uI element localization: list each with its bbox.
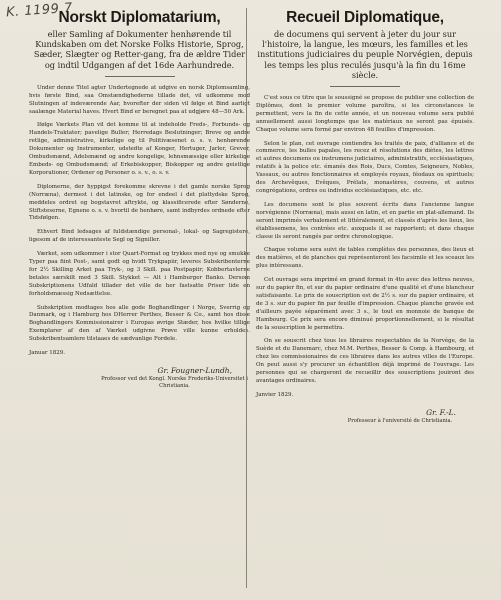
- norwegian-date: Januar 1829.: [29, 350, 65, 357]
- column-divider: [246, 8, 247, 588]
- french-title: Recueil Diplomatique,: [286, 9, 444, 26]
- norwegian-subtitle: eller Samling af Dokumenter henhørende til Kundskaben om det Norske Folks Historie, Sprog, Sæder, Slægter og Retter-gang, fra de ældre Tider og indtil Udgangen af det 16de Aarhundrede.: [33, 29, 246, 70]
- archive-shelf-mark: K. 1199.7: [5, 0, 74, 21]
- french-paragraph-4: Chaque volume sera suivi de tables complètes des personnes, des lieux et des matières, et de planches qui représenteront les facsimile et les sceaux les plus intéressans.: [256, 247, 474, 270]
- french-paragraph-2: Selon le plan, cet ouvrage contiendra les traités de paix, d'alliance et de commerce, les bulles papales, les recez et résolutions des diètes, les lettres et autres documens ou instrumens judiciaires, administratifs, ecclésiastiques, relatifs à la police etc. émanés des Rois, Ducs, Comtes, Seigneurs, Nobles, Vassaux, ou autres fonctionnaires et employés royaux, féodaux ou spirituels; des Archevêques, Evêques, Prélats, monastères, couvens, et autres congrégations, ordres ou individus ecclésiastiques, etc. etc.: [256, 140, 474, 194]
- title-rule: [105, 76, 175, 77]
- norwegian-title: Norskt Diplomatarium,: [58, 9, 221, 26]
- norwegian-paragraph-3: Diplomerne, der hyppigst forekomme skrevne i det gamle norske Sprog (Norræna), dermest i det latinske, og for endeel i det plattydske Sprog, meddeles ordret og bogstavret aftrykte, og klassificerede efter Sønderne, Stiftsteserne, Egnene o. s. v. hvortil de henhøre, samt indbyrdes ordnede efter Tidsfølgen.: [29, 183, 250, 222]
- french-date: Janvier 1829.: [256, 391, 294, 398]
- french-signature: Gr. F.-L.: [426, 407, 456, 417]
- french-paragraph-3: Les documens sont le plus souvent écrits dans l'ancienne langue norvégienne (Norræna), mais aussi en latin, et en partie en plat-allemand. Ils seront imprimés verbalement et littéralement, et classés d'après les lieux, les établissemens, les contrées etc. auxquels il se rapportent; et dans chaque classe ils seront rangés par ordre chronologique.: [256, 201, 474, 240]
- norwegian-column: [29, 8, 250, 390]
- norwegian-paragraph-1: Under denne Titel agter Undertegnede at udgive en norsk Diplomsamling, hvis første Bind, saa Omstændighederne tillade det, vil udkomme mod Slutningen af indeværende Aar, hvorefter der siden vil følge et Bind aarligt saalænge Material haves. Hvert Bind er beregnet paa at udgjøre 48—50 Ark.: [29, 84, 250, 115]
- french-signature-title: Professeur à l'université de Christiania.: [347, 417, 453, 424]
- french-paragraph-5: Cet ouvrage sera imprimé en grand format in 4to avec des lettres neuves, sur du papier fin, et sur du papier ordinaire d'une qualité et d'une blancheur satisfaisante. Le prix de souscription est de 2½ s. sur du papier ordinaire, et de 3 s. sur du papier fin par feuille d'impression. Chaque planche gravée est d'ailleurs payée séparément avec 3 s., le tout en monnoie de banque de Hambourg. Ce prix sera encore diminué proportionnellement, si le résultat de la souscription le permettra.: [256, 277, 474, 331]
- french-paragraph-6: On se souscrit chez tous les libraires respectables de la Norvège, de la Suède et du Danemarc, chez M.M. Perthes, Besser & Comp. à Hambourg, et chez les commissionaires de ces libraires dans les autres villes de l'Europe. On peut aussi s'y procurer un échantillon déjà imprimé de l'ouvrage. Les personnes qui se chargeront de recueillir des souscriptions jouiront des avantages ordinaires.: [256, 338, 474, 385]
- norwegian-paragraph-2: Ifølge Værkets Plan vil det komme til at indeholde Freds-, Forbunds- og Handels-Traktater; pavelige Buller; Herredags Beslutninger; Breve og andre retlige, administrative, kirkelige og til Politivæsenet o. s. v. henhørende Dokumenter og Instrumenter, udstedte af Konger, Hertuger, Jarler, Grever, Ombudsmænd, Adelsmænd og andre kongelige, lehnsmæssige eller kirkelige Embeds- og Ombudsmænd; af Erkebiskopper, Biskopper og andre geistlige Korporationer, Ordener og Personer o. s. v., o. s. v.: [29, 122, 250, 176]
- norwegian-paragraph-6: Subskription modtages hos alle gode Boghandlinger i Norge, Sverrig og Danmark, og i Hamburg hos DHerrer Perthes, Besser & Co., samt hos disse Boghandlingers Kommissionairer i Europas øvrige Stæder, hos hvilke tillige Exemplarer af den af Værket udgivne Prøve ville kunne erholdes. Subskribentsamlere tilstaaes de sædvanlige Fordele.: [29, 304, 250, 343]
- title-rule: [330, 86, 400, 87]
- norwegian-signature-title: Professor ved det Kongl. Norske Frederiks-Universitet i Christiania.: [101, 376, 248, 389]
- french-paragraph-1: C'est sous ce titre que le soussigné se propose de publier une collection de Diplômes, dont le premier volume paroîtra, si les circonstances le permettent, vers la fin de cette année, et un nouveau volume sera publié annuellement aussi longtemps que les matériaux ne seront pas épuisés. Chaque volume sera formé par environ 48 feuilles d'impression.: [256, 95, 474, 133]
- french-column: [256, 8, 474, 425]
- norwegian-paragraph-5: Værket, som udkommer i stor Quart-Format og trykkes med nye og smukke Typer paa fiint Post-, samt godt og hvidt Trykpapiir, leveres Subskribenterne for 2½ Skilling Arket paa Tryk-, og 3 Skill. paa Postpapiir; Kobbertavlerne betales særskilt med 3 Skill. Stykket — Alt i Hamburger Banko. Dersom Subskriptionens Udfald tillader det ville de her fastsatte Priser lide en forholdsmæssig Nedsættelse.: [29, 251, 250, 297]
- norwegian-signature: Gr. Fougner-Lundh,: [157, 366, 232, 375]
- french-subtitle: de documens qui servent à jeter du jour sur l'histoire, la langue, les mœurs, les familles et les institutions judiciaires du peuple Norvégien, depuis les temps les plus reculés jusqu'à la fin du 16me siècle.: [257, 29, 473, 80]
- norwegian-paragraph-4: Ethvert Bind ledsages af fuldstændige personal-, lokal- og Sagregistere, ligesom af de interessanteste Segl og Signiller.: [29, 229, 250, 244]
